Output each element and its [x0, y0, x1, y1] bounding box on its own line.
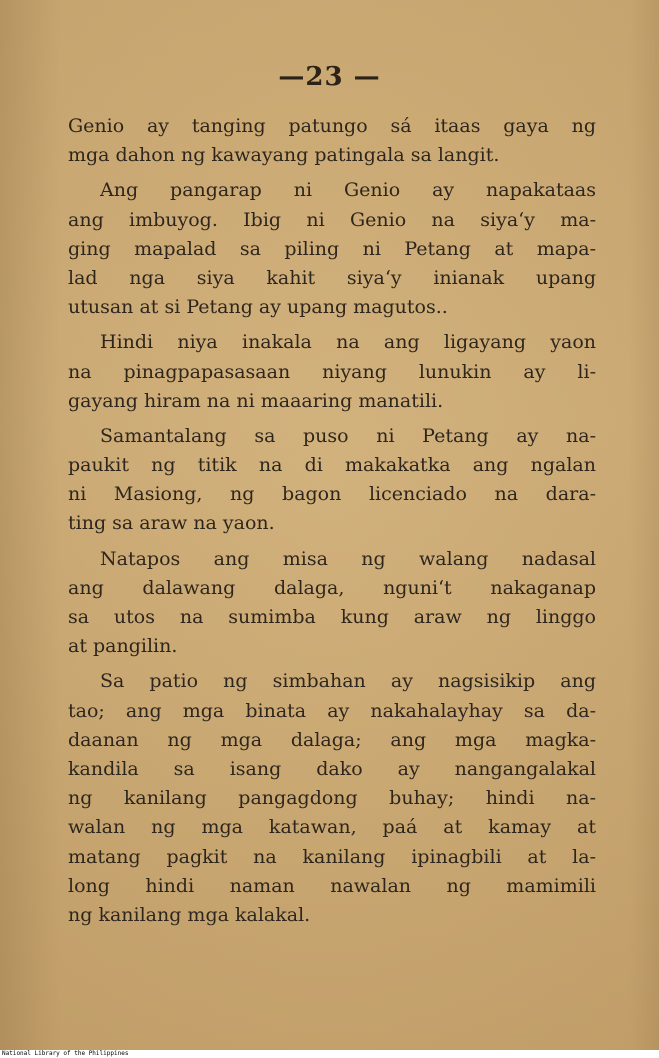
text-line: at pangilin. — [68, 635, 178, 658]
text-line: gayang hiram na ni maaaring manatili. — [68, 389, 444, 412]
text-line: sa utos na sumimba kung araw ng linggo — [68, 606, 596, 628]
text-line: Ang pangarap ni Genio ay napakataas — [100, 179, 596, 202]
text-line: daanan ng mga dalaga; ang mga magka- — [68, 728, 596, 751]
text-line: lad nga siya kahit siya‘y inianak upang — [68, 266, 596, 289]
text-line: Samantalang sa puso ni Petang ay na- — [100, 424, 596, 447]
paragraph — [68, 328, 596, 416]
text-line: matang pagkit na kanilang ipinagbili at la- — [68, 845, 596, 868]
text-line: tao; ang mga binata ay nakahalayhay sa da- — [68, 699, 596, 722]
text-line: paukit ng titik na di makakatka ang ngalan — [68, 454, 596, 477]
library-credit: National Library of the Philippines — [2, 1050, 129, 1057]
body-text — [68, 112, 596, 930]
paragraph — [68, 112, 596, 170]
paragraph — [68, 667, 596, 930]
paragraph — [68, 422, 596, 539]
text-line: Natapos ang misa ng walang nadasal — [100, 547, 596, 570]
text-line: ging mapalad sa piling ni Petang at mapa- — [68, 237, 596, 260]
text-line: walan ng mga katawan, paá at kamay at — [68, 816, 596, 839]
paragraph — [68, 176, 596, 322]
text-line: Hindi niya inakala na ang ligayang yaon — [100, 331, 596, 354]
text-line: ting sa araw na yaon. — [68, 512, 275, 535]
text-line: mga dahon ng kawayang patingala sa langit. — [68, 144, 500, 167]
text-line: Sa patio ng simbahan ay nagsisikip ang — [100, 670, 596, 693]
page-number: —23 — — [278, 62, 381, 92]
text-line: kandila sa isang dako ay nangangalakal — [68, 757, 596, 780]
text-line: ang imbuyog. Ibig ni Genio na siya‘y ma- — [68, 208, 596, 231]
text-line: ni Masiong, ng bagon licenciado na dara- — [68, 483, 596, 506]
text-line: ang dalawang dalaga, nguni‘t nakaganap — [68, 576, 596, 599]
text-line: Genio ay tanging patungo sá itaas gaya ng — [68, 115, 596, 137]
text-line: na pinagpapasasaan niyang lunukin ay li- — [68, 360, 596, 383]
text-line: ng kanilang mga kalakal. — [68, 903, 311, 926]
paragraph — [68, 545, 596, 662]
text-line: long hindi naman nawalan ng mamimili — [68, 874, 596, 897]
text-line: ng kanilang pangagdong buhay; hindi na- — [68, 787, 596, 810]
text-line: utusan at si Petang ay upang magutos.. — [68, 296, 448, 319]
